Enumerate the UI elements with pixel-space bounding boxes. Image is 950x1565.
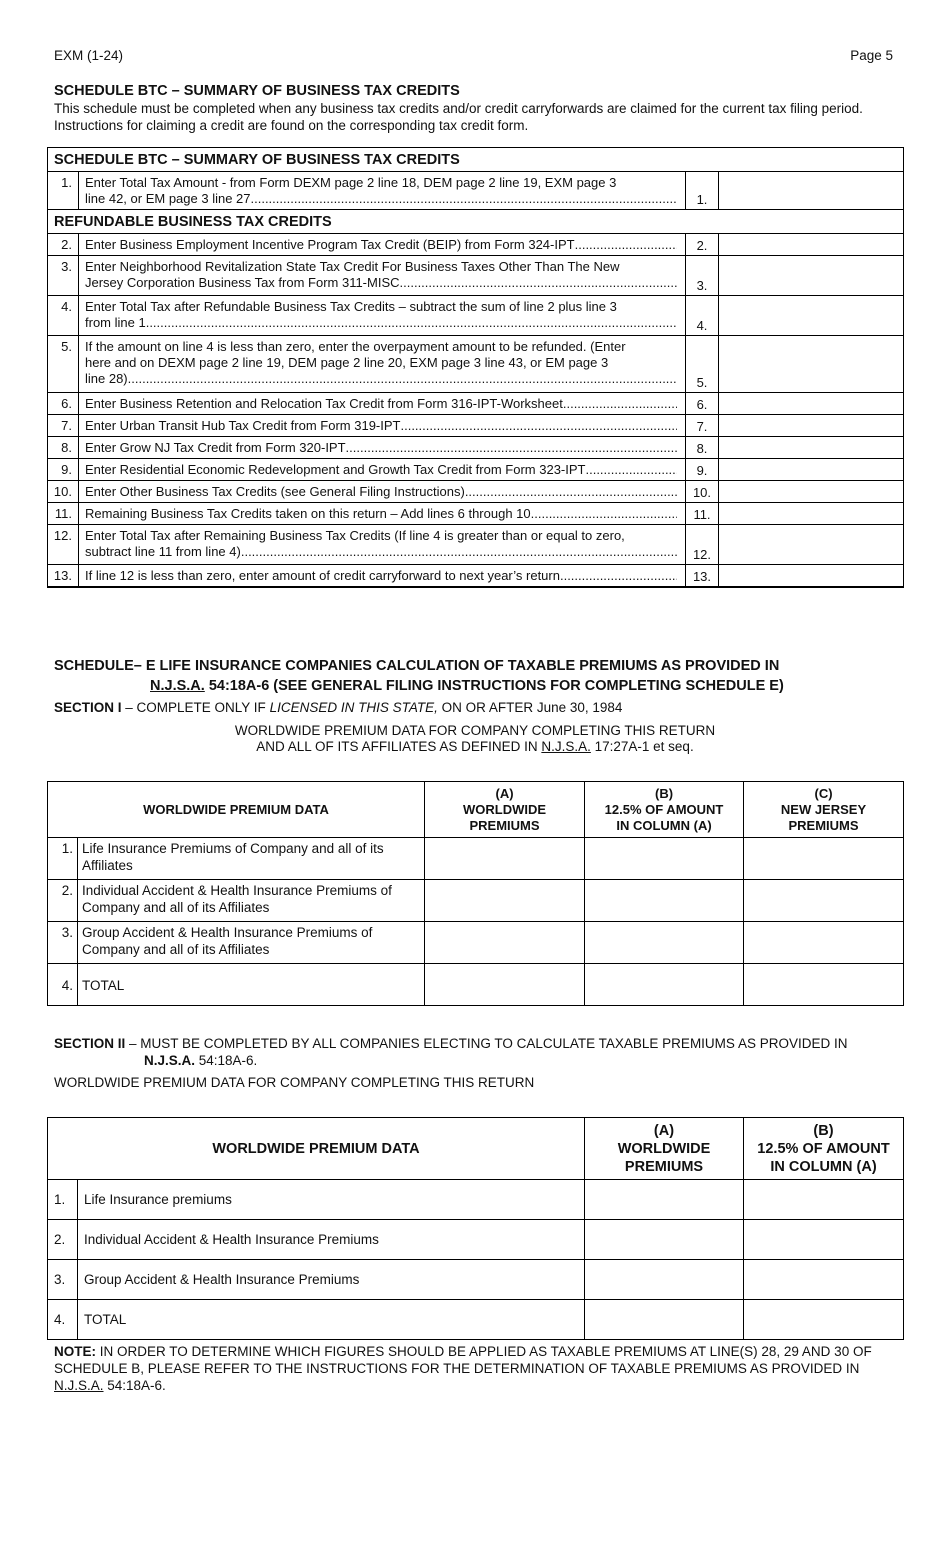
input-cell-a[interactable] <box>585 1220 744 1260</box>
input-cell-b[interactable] <box>744 1260 904 1300</box>
row-number: 1. <box>48 1180 78 1220</box>
section-1-text: – COMPLETE ONLY IF <box>121 700 270 715</box>
note-text: IN ORDER TO DETERMINE WHICH FIGURES SHOULD BE APPLIED AS TAXABLE PREMIUMS AT LINE(S) 28, 29 AND 30 OF SCHEDULE B, PLEASE REFER TO THE INSTRUCTIONS FOR THE DETERMINATION OF TAXABLE PREMIUMS AS PROVIDED IN <box>54 1344 872 1376</box>
refundable-header: REFUNDABLE BUSINESS TAX CREDITS <box>48 210 904 234</box>
line-description <box>79 459 686 481</box>
row-description: Individual Accident & Health Insurance Premiums <box>78 1220 585 1260</box>
line-text: from line 1 <box>85 315 146 330</box>
column-header-data: WORLDWIDE PREMIUM DATA <box>48 1118 585 1180</box>
line-text: Enter Total Tax after Remaining Business Tax Credits (If line 4 is greater than or equal to zero, <box>85 528 625 543</box>
section-1-text-tail: ON OR AFTER June 30, 1984 <box>437 700 623 715</box>
row-number: 3. <box>48 1260 78 1300</box>
input-cell-a[interactable] <box>425 838 585 880</box>
line-ref: 4. <box>686 296 719 336</box>
row-description: Group Accident & Health Insurance Premiums of Company and all of its Affiliates <box>78 922 425 964</box>
line-description <box>79 172 686 210</box>
input-cell-a[interactable] <box>585 1300 744 1340</box>
line-description <box>79 296 686 336</box>
column-header-b: (B) 12.5% OF AMOUNT IN COLUMN (A) <box>744 1118 904 1180</box>
line-number: 6. <box>48 393 79 415</box>
line-description <box>79 256 686 296</box>
row-description: Life Insurance Premiums of Company and all of its Affiliates <box>78 838 425 880</box>
amount-field-line-13[interactable] <box>719 565 904 587</box>
line-number: 13. <box>48 565 79 587</box>
input-cell-a[interactable] <box>585 1180 744 1220</box>
row-description: Life Insurance premiums <box>78 1180 585 1220</box>
line-description <box>79 336 686 393</box>
table-row <box>48 1260 904 1300</box>
row-number: 3. <box>48 922 78 964</box>
line-description <box>79 503 686 525</box>
section-2-tail: 54:18A-6. <box>195 1053 258 1068</box>
line-ref: 6. <box>686 393 719 415</box>
line-text: Enter Other Business Tax Credits (see General Filing Instructions) <box>85 484 465 499</box>
input-cell-b[interactable] <box>744 1300 904 1340</box>
page-number: Page 5 <box>850 48 893 63</box>
law-reference: N.J.S.A. <box>54 1378 104 1393</box>
input-cell-b[interactable] <box>585 964 744 1006</box>
law-reference: N.J.S.A. <box>150 678 205 694</box>
line-text: If line 12 is less than zero, enter amount of credit carryforward to next year’s return <box>85 568 560 583</box>
line-ref: 11. <box>686 503 719 525</box>
line-number: 2. <box>48 234 79 256</box>
row-number: 4. <box>48 1300 78 1340</box>
table-row <box>48 964 904 1006</box>
input-cell-b[interactable] <box>744 1220 904 1260</box>
btc-intro-line-2: Instructions for claiming a credit are found on the corresponding tax credit form. <box>54 118 529 133</box>
section-1-label: SECTION I <box>54 700 122 715</box>
line-number: 7. <box>48 415 79 437</box>
line-ref: 7. <box>686 415 719 437</box>
table-row <box>48 922 904 964</box>
input-cell-a[interactable] <box>425 880 585 922</box>
amount-field-line-6[interactable] <box>719 393 904 415</box>
input-cell-a[interactable] <box>425 964 585 1006</box>
row-description: Individual Accident & Health Insurance Premiums of Company and all of its Affiliates <box>78 880 425 922</box>
btc-table-header: SCHEDULE BTC – SUMMARY OF BUSINESS TAX CREDITS <box>48 148 904 172</box>
column-header-c: (C) NEW JERSEY PREMIUMS <box>744 782 904 838</box>
line-ref: 3. <box>686 256 719 296</box>
line-description <box>79 234 686 256</box>
amount-field-line-10[interactable] <box>719 481 904 503</box>
column-header-data: WORLDWIDE PREMIUM DATA <box>48 782 425 838</box>
line-text: Enter Business Employment Incentive Program Tax Credit (BEIP) from Form 324-IPT <box>85 237 575 252</box>
line-text: Enter Total Tax after Refundable Business Tax Credits – subtract the sum of line 2 plus line 3 <box>85 299 617 314</box>
input-cell-c[interactable] <box>744 922 904 964</box>
section-1-table <box>47 781 904 1006</box>
schedule-e-title <box>54 656 904 696</box>
amount-field-line-2[interactable] <box>719 234 904 256</box>
amount-field-line-1[interactable] <box>719 172 904 210</box>
line-number: 10. <box>48 481 79 503</box>
line-description <box>79 393 686 415</box>
table-row <box>48 1300 904 1340</box>
line-number: 3. <box>48 256 79 296</box>
amount-field-line-7[interactable] <box>719 415 904 437</box>
line-text: Jersey Corporation Business Tax from Form 311-MISC <box>85 275 400 290</box>
input-cell-a[interactable] <box>585 1260 744 1300</box>
row-number: 4. <box>48 964 78 1006</box>
law-reference: N.J.S.A. <box>144 1053 196 1068</box>
input-cell-b[interactable] <box>585 838 744 880</box>
row-description: Group Accident & Health Insurance Premiums <box>78 1260 585 1300</box>
section-1-subtitle-line-1: WORLDWIDE PREMIUM DATA FOR COMPANY COMPLETING THIS RETURN <box>234 723 716 738</box>
line-description <box>79 437 686 459</box>
input-cell-c[interactable] <box>744 964 904 1006</box>
line-number: 8. <box>48 437 79 459</box>
row-number: 2. <box>48 1220 78 1260</box>
column-header-b: (B) 12.5% OF AMOUNT IN COLUMN (A) <box>585 782 744 838</box>
table-row <box>48 1220 904 1260</box>
note <box>54 1343 904 1394</box>
schedule-e-title-line-2: 54:18A-6 (SEE GENERAL FILING INSTRUCTIONS FOR COMPLETING SCHEDULE E) <box>204 678 784 694</box>
btc-intro <box>54 100 904 134</box>
line-text: Enter Urban Transit Hub Tax Credit from Form 319-IPT <box>85 418 401 433</box>
table-row <box>48 880 904 922</box>
note-tail: 54:18A-6. <box>103 1378 166 1393</box>
amount-field-line-4[interactable] <box>719 296 904 336</box>
input-cell-b[interactable] <box>744 1180 904 1220</box>
input-cell-b[interactable] <box>585 922 744 964</box>
section-2-label: SECTION II <box>54 1036 126 1051</box>
line-ref: 2. <box>686 234 719 256</box>
line-number: 4. <box>48 296 79 336</box>
line-number: 12. <box>48 525 79 565</box>
row-number: 1. <box>48 838 78 880</box>
section-2-subtitle: WORLDWIDE PREMIUM DATA FOR COMPANY COMPLETING THIS RETURN <box>54 1075 535 1090</box>
line-number: 5. <box>48 336 79 393</box>
column-header-a: (A) WORLDWIDE PREMIUMS <box>585 1118 744 1180</box>
input-cell-a[interactable] <box>425 922 585 964</box>
subtitle-text: AND ALL OF ITS AFFILIATES AS DEFINED IN <box>256 739 542 754</box>
line-ref: 5. <box>686 336 719 393</box>
input-cell-c[interactable] <box>744 880 904 922</box>
line-ref: 8. <box>686 437 719 459</box>
input-cell-b[interactable] <box>585 880 744 922</box>
line-text: line 28) <box>85 371 128 386</box>
line-text: If the amount on line 4 is less than zero, enter the overpayment amount to be refunded. (Enter <box>85 339 626 354</box>
row-number: 2. <box>48 880 78 922</box>
law-reference: N.J.S.A. <box>541 739 591 754</box>
section-2-text: – MUST BE COMPLETED BY ALL COMPANIES ELECTING TO CALCULATE TAXABLE PREMIUMS AS PROVIDED IN <box>125 1036 848 1051</box>
form-id: EXM (1-24) <box>54 48 124 63</box>
amount-field-line-3[interactable] <box>719 256 904 296</box>
line-description <box>79 525 686 565</box>
section-2-table <box>47 1117 904 1340</box>
subtitle-text-tail: 17:27A-1 et seq. <box>590 739 694 754</box>
line-ref: 13. <box>686 565 719 587</box>
table-row <box>48 1180 904 1220</box>
line-number: 9. <box>48 459 79 481</box>
amount-field-line-9[interactable] <box>719 459 904 481</box>
schedule-e-title-line-1: SCHEDULE– E LIFE INSURANCE COMPANIES CALCULATION OF TAXABLE PREMIUMS AS PROVIDED IN <box>54 658 780 674</box>
btc-title: SCHEDULE BTC – SUMMARY OF BUSINESS TAX CREDITS <box>54 83 460 99</box>
amount-field-line-5[interactable] <box>719 336 904 393</box>
btc-table <box>47 147 904 588</box>
btc-intro-line-1: This schedule must be completed when any business tax credits and/or credit carryforwards are claimed for the current tax filing period. <box>54 101 863 116</box>
line-number: 11. <box>48 503 79 525</box>
line-text: Enter Neighborhood Revitalization State Tax Credit For Business Taxes Other Than The New <box>85 259 620 274</box>
section-1-text-italic: LICENSED IN THIS STATE, <box>269 700 438 715</box>
amount-field-line-12[interactable] <box>719 525 904 565</box>
row-description: TOTAL <box>78 964 425 1006</box>
input-cell-c[interactable] <box>744 838 904 880</box>
section-1-subtitle-line-2 <box>0 739 950 755</box>
line-text: here and on DEXM page 2 line 19, DEM page 2 line 20, EXM page 3 line 43, or EM page 3 <box>85 355 609 370</box>
row-description: TOTAL <box>78 1300 585 1340</box>
amount-field-line-11[interactable] <box>719 503 904 525</box>
line-description <box>79 481 686 503</box>
line-text: Enter Grow NJ Tax Credit from Form 320-IPT <box>85 440 346 455</box>
section-1-heading <box>54 700 622 715</box>
line-description <box>79 565 686 587</box>
line-text: Remaining Business Tax Credits taken on this return – Add lines 6 through 10 <box>85 506 531 521</box>
line-text: subtract line 11 from line 4) <box>85 544 241 559</box>
section-2-heading <box>54 1035 904 1069</box>
section-1-subtitle <box>0 723 950 755</box>
line-ref: 9. <box>686 459 719 481</box>
note-label: NOTE: <box>54 1344 96 1359</box>
line-text: line 42, or EM page 3 line 27 <box>85 191 251 206</box>
line-text: Enter Total Tax Amount - from Form DEXM page 2 line 18, DEM page 2 line 19, EXM page 3 <box>85 175 617 190</box>
line-ref: 12. <box>686 525 719 565</box>
line-ref: 10. <box>686 481 719 503</box>
line-ref: 1. <box>686 172 719 210</box>
line-text-dotted <box>85 191 677 207</box>
amount-field-line-8[interactable] <box>719 437 904 459</box>
line-text: Enter Residential Economic Redevelopment and Growth Tax Credit from Form 323-IPT <box>85 462 586 477</box>
line-number: 1. <box>48 172 79 210</box>
line-text: Enter Business Retention and Relocation Tax Credit from Form 316-IPT-Worksheet <box>85 396 563 411</box>
line-description <box>79 415 686 437</box>
table-row <box>48 838 904 880</box>
column-header-a: (A) WORLDWIDE PREMIUMS <box>425 782 585 838</box>
